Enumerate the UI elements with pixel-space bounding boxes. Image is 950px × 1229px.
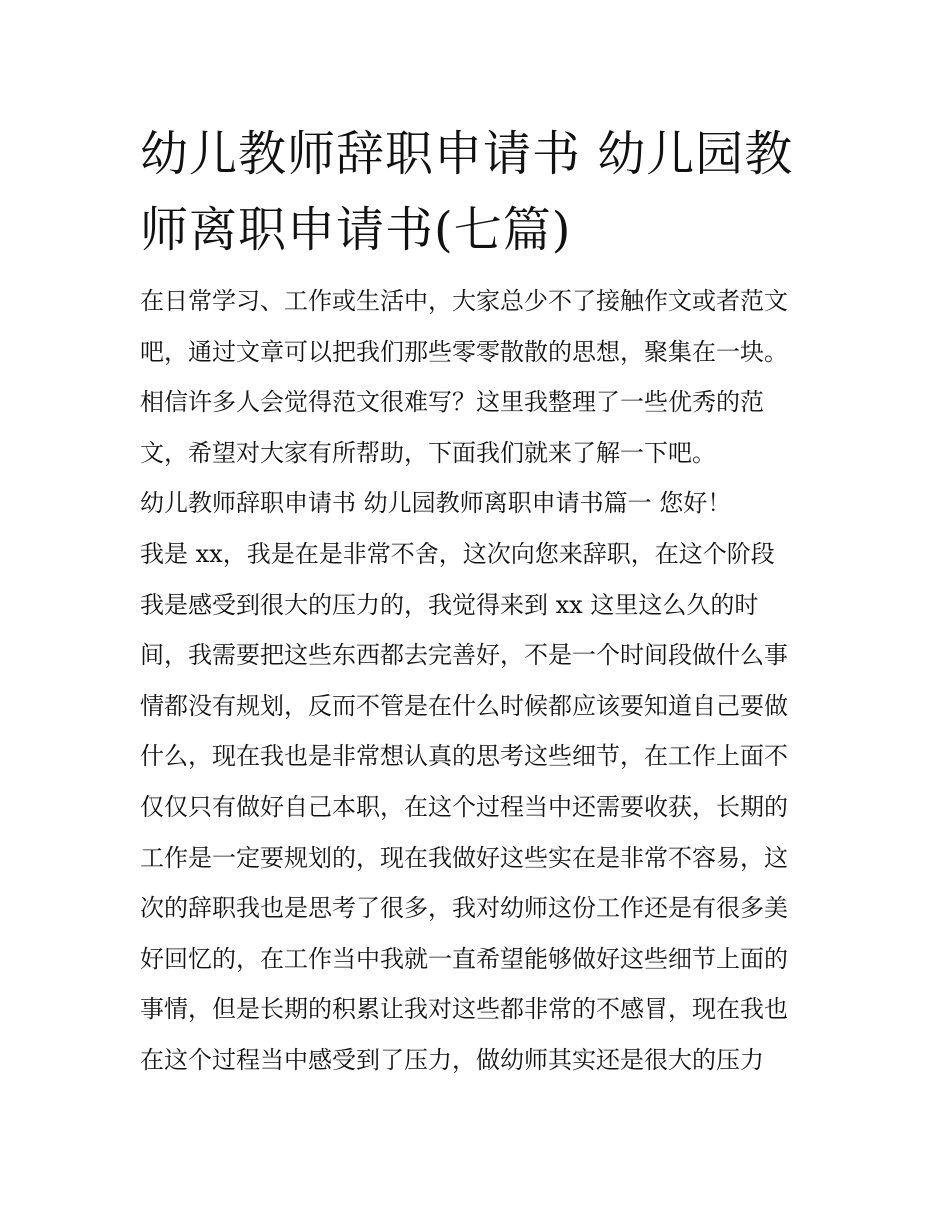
- body-line: 相信许多人会觉得范文很难写？这里我整理了一些优秀的范: [140, 388, 764, 417]
- body-line: 好回忆的，在工作当中我就一直希望能够做好这些细节上面的: [140, 944, 788, 973]
- document-body: [140, 276, 830, 1086]
- body-line: 在这个过程当中感受到了压力，做幼师其实还是很大的压力: [140, 1045, 764, 1074]
- body-line: 吧，通过文章可以把我们那些零零散散的思想，聚集在一块。: [140, 337, 788, 366]
- body-line: 我是 xx，我是在是非常不舍，这次向您来辞职，在这个阶段: [140, 539, 775, 568]
- body-line: 工作是一定要规划的，现在我做好这些实在是非常不容易，这: [140, 843, 788, 872]
- body-line: 文，希望对大家有所帮助，下面我们就来了解一下吧。: [140, 438, 716, 467]
- body-line: 间，我需要把这些东西都去完善好，不是一个时间段做什么事: [140, 641, 788, 670]
- body-line: 什么，现在我也是非常想认真的思考这些细节，在工作上面不: [140, 742, 788, 771]
- body-line: 仅仅只有做好自己本职，在这个过程当中还需要收获，长期的: [140, 792, 788, 821]
- body-line: 情都没有规划，反而不管是在什么时候都应该要知道自己要做: [140, 691, 788, 720]
- body-line: 次的辞职我也是思考了很多，我对幼师这份工作还是有很多美: [140, 894, 788, 923]
- body-line: 在日常学习、工作或生活中，大家总少不了接触作文或者范文: [140, 287, 788, 315]
- body-line: 我是感受到很大的压力的，我觉得来到 xx 这里这么久的时: [140, 590, 759, 619]
- title-line: 幼儿教师辞职申请书 幼儿园教: [140, 126, 794, 182]
- section-heading-line: 幼儿教师辞职申请书 幼儿园教师离职申请书篇一 您好！: [140, 489, 732, 518]
- title-line: 师离职申请书(七篇): [140, 202, 572, 258]
- document-title: [140, 116, 840, 268]
- body-line: 事情，但是长期的积累让我对这些都非常的不感冒，现在我也: [140, 995, 788, 1024]
